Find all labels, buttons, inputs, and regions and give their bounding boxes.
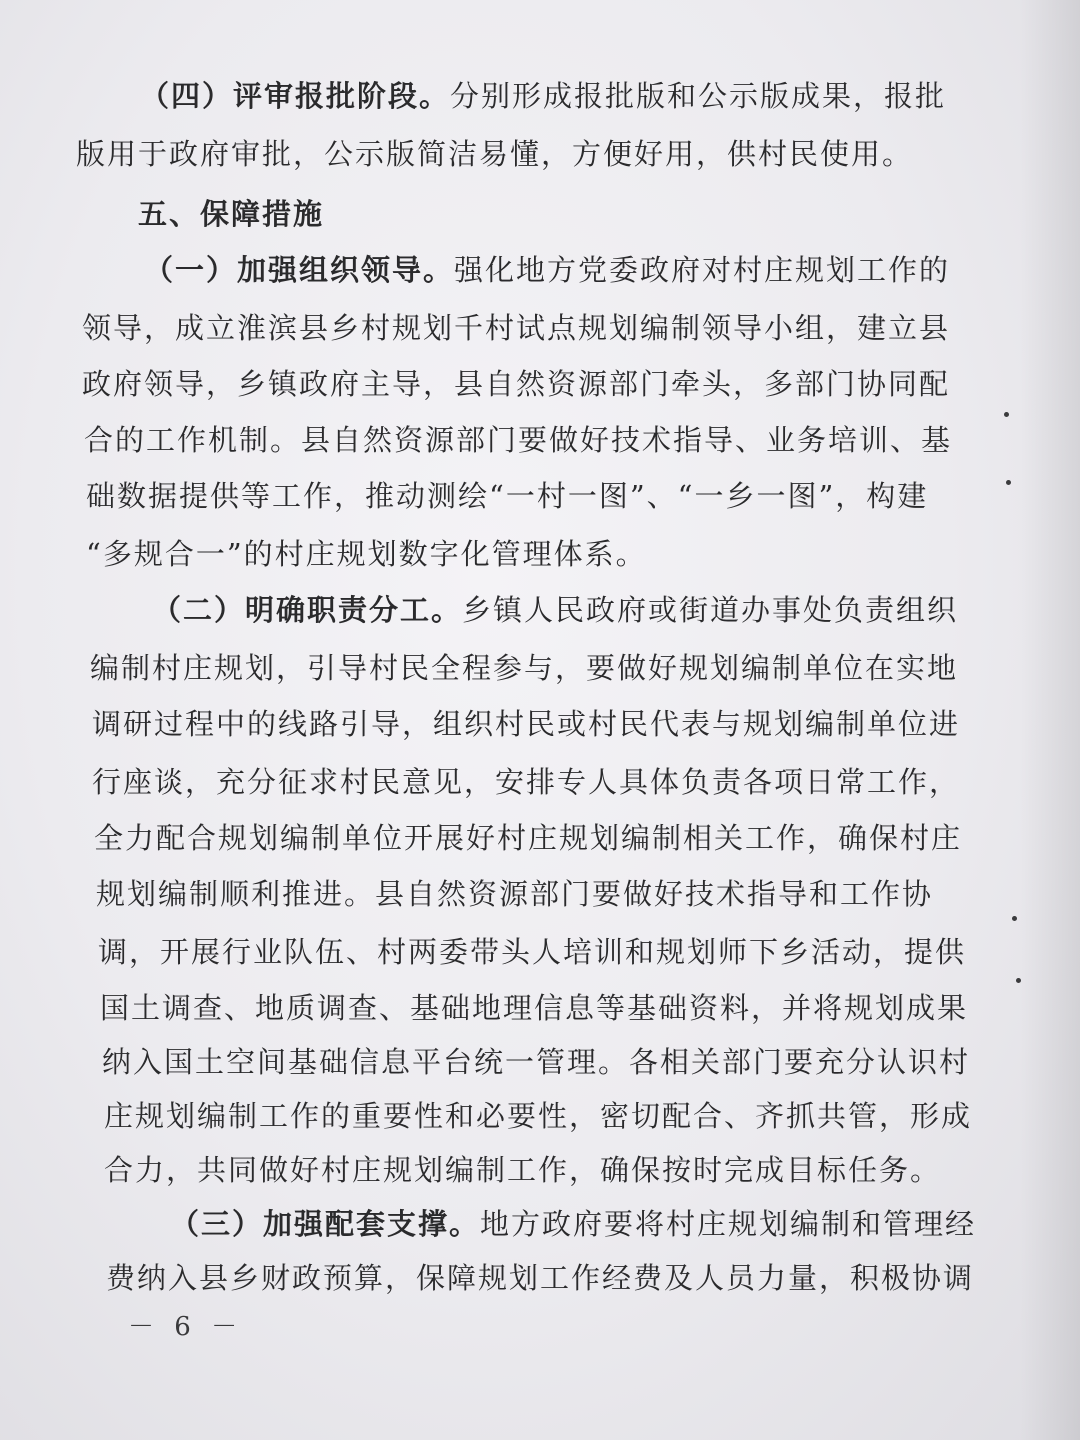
item1-line-1 xyxy=(144,250,950,290)
paper-speck xyxy=(1016,978,1021,983)
item3-line-1 xyxy=(170,1204,976,1244)
item1-line-3: 政府领导，乡镇政府主导，县自然资源部门牵头，多部门协同配 xyxy=(82,367,951,401)
item1-line-6: “多规合一”的村庄规划数字化管理体系。 xyxy=(86,537,647,571)
item3-heading: （三）加强配套支撑。 xyxy=(170,1207,481,1241)
item1-heading: （一）加强组织领导。 xyxy=(144,253,455,287)
item2-line-9: 纳入国土空间基础信息平台统一管理。各相关部门要充分认识村 xyxy=(102,1045,971,1079)
paper-speck xyxy=(1006,480,1011,485)
item3-line-2: 费纳入县乡财政预算，保障规划工作经费及人员力量，积极协调 xyxy=(106,1261,975,1295)
item2-heading: （二）明确职责分工。 xyxy=(152,593,463,627)
page-number: － 6 － xyxy=(128,1312,244,1342)
item2-body-1: 乡镇人民政府或街道办事处负责组织 xyxy=(462,593,959,627)
chapter5-heading: 五、保障措施 xyxy=(138,197,325,231)
section4-line-1 xyxy=(140,76,946,116)
item2-line-2: 编制村庄规划，引导村民全程参与，要做好规划编制单位在实地 xyxy=(90,651,959,685)
item1-body-1: 强化地方党委政府对村庄规划工作的 xyxy=(454,253,951,287)
item2-line-4: 行座谈，充分征求村民意见，安排专人具体负责各项日常工作， xyxy=(92,765,961,799)
paper-speck xyxy=(1012,916,1017,921)
item2-line-1 xyxy=(152,590,958,630)
paper-speck xyxy=(1004,412,1009,417)
item2-line-10: 庄规划编制工作的重要性和必要性，密切配合、齐抓共管，形成 xyxy=(104,1099,973,1133)
section4-body-1: 分别形成报批版和公示版成果，报批 xyxy=(450,79,947,113)
item2-line-8: 国土调查、地质调查、基础地理信息等基础资料，并将规划成果 xyxy=(100,991,969,1025)
item1-line-2: 领导，成立淮滨县乡村规划千村试点规划编制领导小组，建立县 xyxy=(82,311,951,345)
section4-line-2: 版用于政府审批，公示版简洁易懂，方便好用，供村民使用。 xyxy=(76,137,914,171)
item1-line-4: 合的工作机制。县自然资源部门要做好技术指导、业务培训、基 xyxy=(84,423,953,457)
item3-body-1: 地方政府要将村庄规划编制和管理经 xyxy=(480,1207,977,1241)
item1-line-5: 础数据提供等工作，推动测绘“一村一图”、“一乡一图”，构建 xyxy=(86,479,929,513)
item2-line-6: 规划编制顺利推进。县自然资源部门要做好技术指导和工作协 xyxy=(96,877,934,911)
section4-heading: （四）评审报批阶段。 xyxy=(140,79,451,113)
item2-line-7: 调，开展行业队伍、村两委带头人培训和规划师下乡活动，提供 xyxy=(98,935,967,969)
item2-line-3: 调研过程中的线路引导，组织村民或村民代表与规划编制单位进 xyxy=(92,707,961,741)
item2-line-11: 合力，共同做好村庄规划编制工作，确保按时完成目标任务。 xyxy=(104,1153,942,1187)
item2-line-5: 全力配合规划编制单位开展好村庄规划编制相关工作，确保村庄 xyxy=(94,821,963,855)
